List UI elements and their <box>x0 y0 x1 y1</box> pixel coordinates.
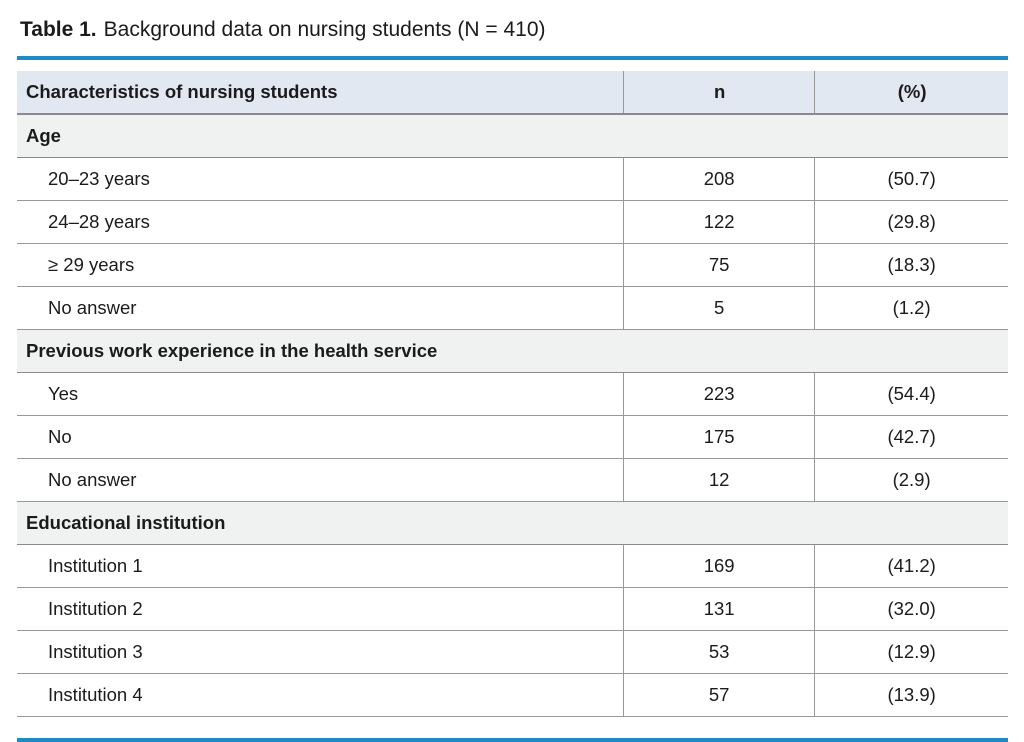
row-percent-value: (42.7) <box>815 416 1008 459</box>
row-label: Institution 2 <box>17 588 624 631</box>
section-row <box>17 502 1008 545</box>
row-label: Institution 3 <box>17 631 624 674</box>
row-percent-value: (32.0) <box>815 588 1008 631</box>
table-row <box>17 459 1008 502</box>
row-percent-value: (18.3) <box>815 244 1008 287</box>
background-data-table <box>17 71 1008 717</box>
row-percent-value: (50.7) <box>815 158 1008 201</box>
row-n-value: 12 <box>624 459 815 502</box>
section-row <box>17 330 1008 373</box>
table-row <box>17 244 1008 287</box>
row-label: ≥ 29 years <box>17 244 624 287</box>
row-percent-value: (13.9) <box>815 674 1008 717</box>
table-body <box>17 114 1008 717</box>
row-percent-value: (2.9) <box>815 459 1008 502</box>
row-label: Institution 1 <box>17 545 624 588</box>
table-title <box>20 17 1008 43</box>
row-n-value: 57 <box>624 674 815 717</box>
section-label: Previous work experience in the health service <box>17 330 1008 373</box>
table-number-label: Table 1. <box>20 18 97 41</box>
table-bottom-rule <box>17 738 1008 742</box>
table-caption: Background data on nursing students (N = 410) <box>103 18 546 41</box>
row-n-value: 223 <box>624 373 815 416</box>
table-row <box>17 158 1008 201</box>
row-label: No <box>17 416 624 459</box>
table-row <box>17 631 1008 674</box>
table-row <box>17 545 1008 588</box>
row-percent-value: (1.2) <box>815 287 1008 330</box>
column-header-n: n <box>624 71 815 114</box>
row-label: 24–28 years <box>17 201 624 244</box>
row-percent-value: (29.8) <box>815 201 1008 244</box>
column-header-percent: (%) <box>815 71 1008 114</box>
header-row <box>17 71 1008 114</box>
row-label: Institution 4 <box>17 674 624 717</box>
row-n-value: 208 <box>624 158 815 201</box>
row-n-value: 53 <box>624 631 815 674</box>
row-label: No answer <box>17 459 624 502</box>
table-row <box>17 373 1008 416</box>
row-percent-value: (54.4) <box>815 373 1008 416</box>
row-n-value: 169 <box>624 545 815 588</box>
row-n-value: 175 <box>624 416 815 459</box>
table-row <box>17 287 1008 330</box>
table-row <box>17 416 1008 459</box>
row-n-value: 75 <box>624 244 815 287</box>
section-label: Age <box>17 114 1008 158</box>
row-n-value: 5 <box>624 287 815 330</box>
row-n-value: 122 <box>624 201 815 244</box>
table-top-rule <box>17 56 1008 60</box>
row-label: Yes <box>17 373 624 416</box>
table-row <box>17 588 1008 631</box>
section-label: Educational institution <box>17 502 1008 545</box>
table-header <box>17 71 1008 114</box>
row-label: 20–23 years <box>17 158 624 201</box>
section-row <box>17 114 1008 158</box>
column-header-characteristics: Characteristics of nursing students <box>17 71 624 114</box>
table-row <box>17 201 1008 244</box>
row-label: No answer <box>17 287 624 330</box>
row-n-value: 131 <box>624 588 815 631</box>
row-percent-value: (12.9) <box>815 631 1008 674</box>
row-percent-value: (41.2) <box>815 545 1008 588</box>
table-row <box>17 674 1008 717</box>
